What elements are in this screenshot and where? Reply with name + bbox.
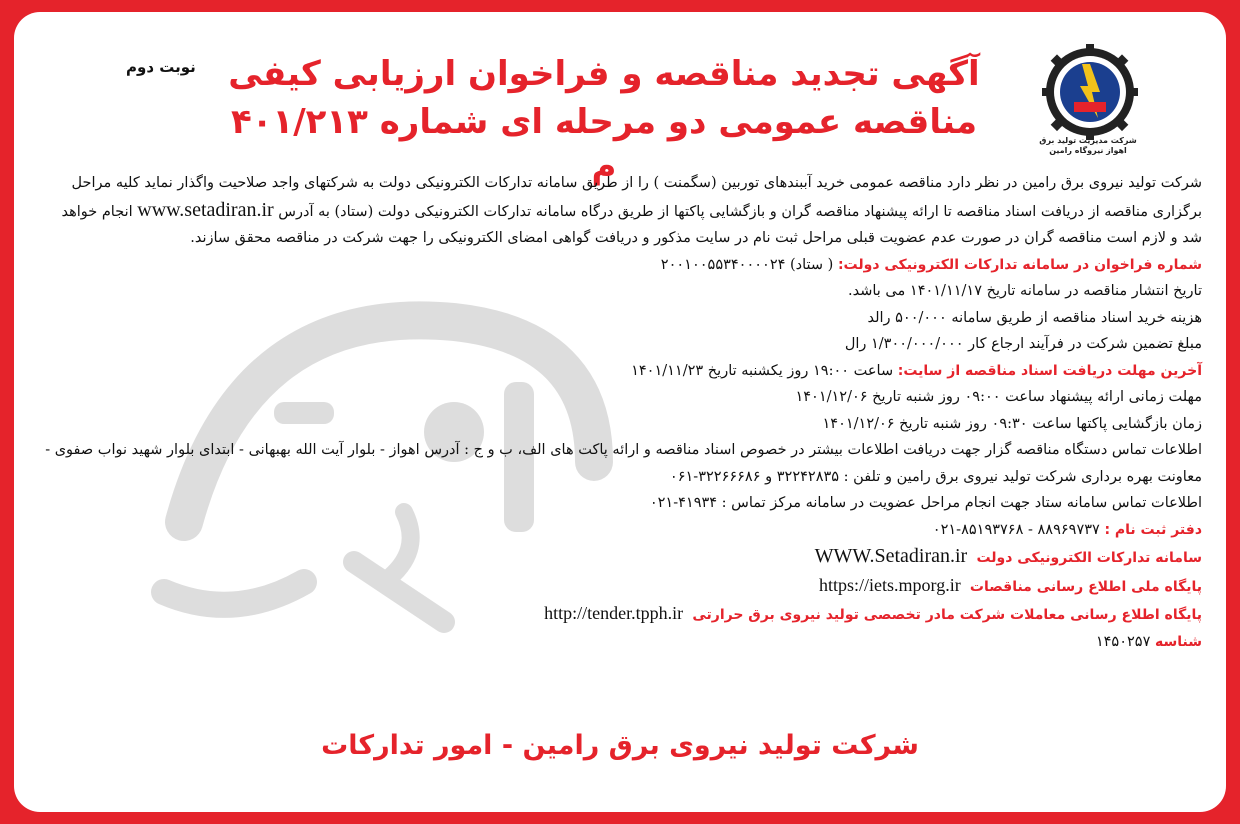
setad-website-link[interactable]: www.setadiran.ir xyxy=(137,198,274,221)
id-label: شناسه xyxy=(1155,633,1202,650)
call-number-line xyxy=(42,252,1202,279)
round-label: نوبت دوم xyxy=(126,58,196,76)
call-number-value: ( ستاد) ۲۰۰۱۰۰۵۵۳۴۰۰۰۰۲۴ xyxy=(660,256,834,273)
id-line xyxy=(42,629,1202,656)
registry-label: دفتر ثبت نام : xyxy=(1104,521,1202,538)
logo-caption: شرکت مدیریت تولید برق اهواز نیروگاه رامین xyxy=(1039,136,1137,155)
notice-title-line-1: آگهی تجدید مناقصه و فراخوان ارزیابی کیفی xyxy=(228,54,980,94)
link-url[interactable]: WWW.Setadiran.ir xyxy=(814,545,968,567)
link-row-iets xyxy=(42,572,1202,601)
registry-value: ۸۸۹۶۹۷۳۷ - ۸۵۱۹۳۷۶۸-۰۲۱ xyxy=(932,521,1100,538)
link-row-setad xyxy=(42,543,1202,572)
link-label: سامانه تدارکات الکترونیکی دولت xyxy=(976,550,1202,566)
contact-paragraph: اطلاعات تماس دستگاه مناقصه گزار جهت دریافت اطلاعات بیشتر در خصوص اسناد مناقصه و ارائه پاکت های الف، ب و ج : آدرس اهواز - بلوار آیت الله بهبهانی - ابتدای بلوار شهید نواب صفوی - معاونت بهره برداری شرکت تولید نیروی برق رامین و تلفن : ۳۲۲۴۲۸۳۵ و ۳۲۲۶۶۶۸۶-۰۶۱ xyxy=(45,442,1202,485)
opening-time-line: زمان بازگشایی پاکتها ساعت ۰۹:۳۰ روز شنبه تاریخ ۱۴۰۱/۱۲/۰۶ xyxy=(822,415,1202,432)
link-label: پایگاه اطلاع رسانی معاملات شرکت مادر تخصصی تولید نیروی برق حرارتی xyxy=(692,607,1202,623)
notice-header xyxy=(14,12,1226,186)
intro-paragraph xyxy=(42,170,1202,252)
setad-contact-line: اطلاعات تماس سامانه ستاد جهت انجام مراحل عضویت در سامانه مرکز تماس : ۴۱۹۳۴-۰۲۱ xyxy=(649,495,1202,511)
bid-deadline-line: مهلت زمانی ارائه پیشنهاد ساعت ۰۹:۰۰ روز شنبه تاریخ ۱۴۰۱/۱۲/۰۶ xyxy=(795,389,1202,405)
deadline-line xyxy=(42,358,1202,385)
notice-panel xyxy=(14,12,1226,812)
intro-text-b: انجام خواهد شد و لازم است مناقصه گران در صورت عدم عضویت قبلی مراحل ثبت نام در سایت مذکور و دریافت گواهی امضای الکترونیکی را جهت شرکت در مناقصه محقق سازند. xyxy=(61,203,1202,246)
guarantee-line: مبلغ تضمین شرکت در فرآیند ارجاع کار ۱/۳۰۰/۰۰۰/۰۰۰ رال xyxy=(844,336,1202,352)
publish-date-line: تاریخ انتشار مناقصه در سامانه تاریخ ۱۴۰۱/۱۱/۱۷ می باشد. xyxy=(848,283,1202,299)
id-value: ۱۴۵۰۲۵۷ xyxy=(1095,633,1151,650)
link-url[interactable]: http://tender.tpph.ir xyxy=(544,603,684,623)
deadline-label: آخرین مهلت دریافت اسناد مناقصه از سایت: xyxy=(897,362,1202,379)
intro-text-a: شرکت تولید نیروی برق رامین در نظر دارد مناقصه عمومی خرید آببندهای توربین (سگمنت ) را از طریق سامانه تدارکات الکترونیکی دولت به شرکتهای واجد صلاحیت واگذار نماید کلیه مراحل برگزاری مناقصه از دریافت اسناد مناقصه تا ارائه پیشنهاد مناقصه گران و بازگشایی پاکتها از طریق درگاه سامانه تدارکات الکترونیکی دولت (ستاد) به آدرس xyxy=(71,175,1202,220)
call-number-label: شماره فراخوان در سامانه تدارکات الکترونیکی دولت: xyxy=(837,256,1202,273)
registry-line xyxy=(42,517,1202,544)
deadline-value: ساعت ۱۹:۰۰ روز یکشنبه تاریخ ۱۴۰۱/۱۱/۲۳ xyxy=(631,362,894,379)
doc-fee-line: هزینه خرید اسناد مناقصه از طریق سامانه ۵۰۰/۰۰۰ رالد xyxy=(867,309,1202,326)
notice-title-line-2: مناقصه عمومی دو مرحله ای شماره ۴۰۱/۲۱۳ م xyxy=(230,102,978,186)
link-row-tpph xyxy=(42,600,1202,629)
notice-body xyxy=(42,170,1202,655)
link-label: پایگاه ملی اطلاع رسانی مناقصات xyxy=(969,578,1202,595)
footer-signature: شرکت تولید نیروی برق رامین - امور تدارکات xyxy=(321,730,919,761)
link-url[interactable]: https://iets.mporg.ir xyxy=(819,574,961,595)
